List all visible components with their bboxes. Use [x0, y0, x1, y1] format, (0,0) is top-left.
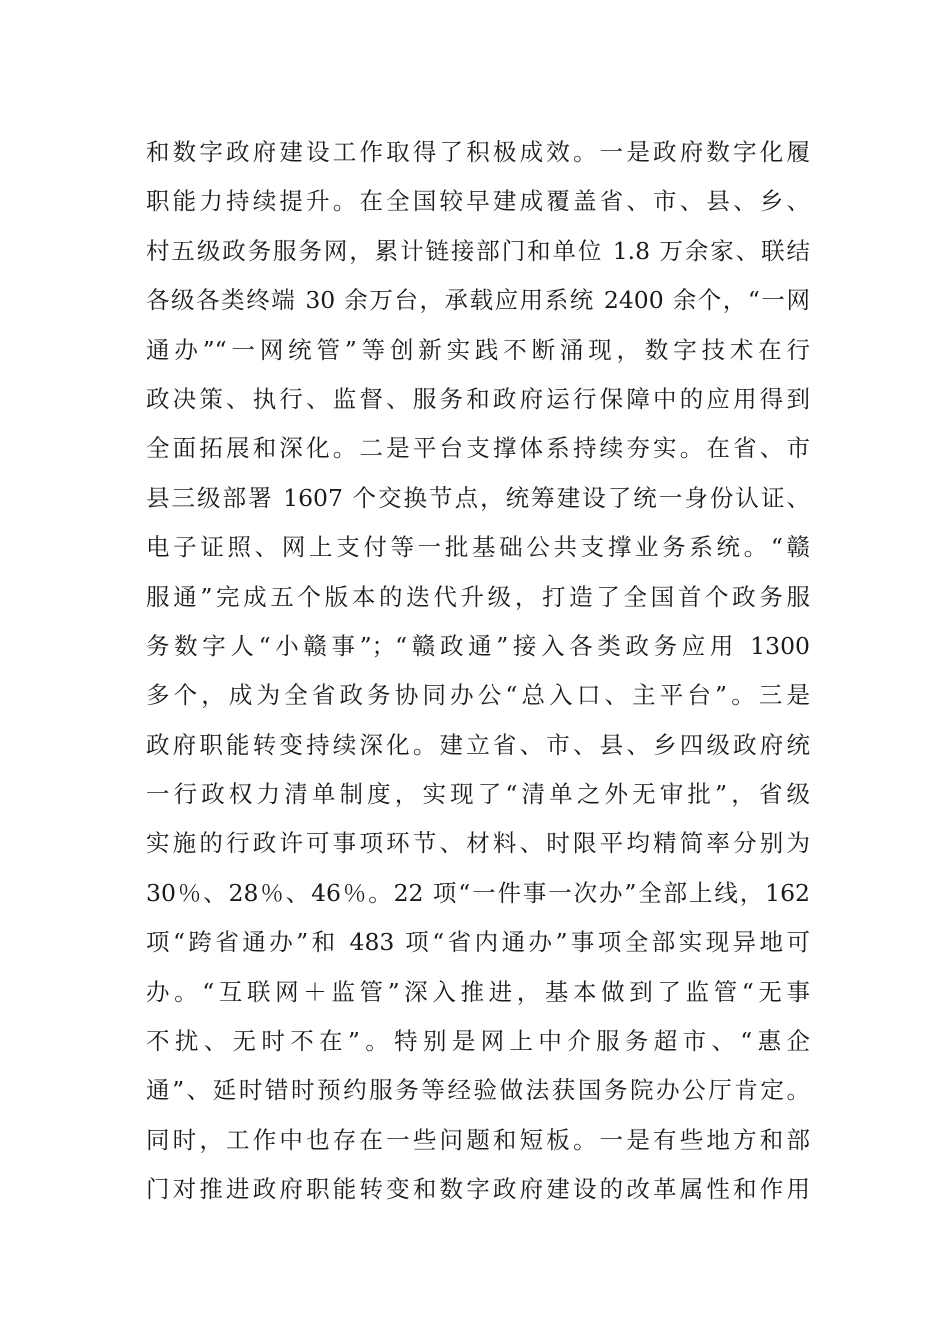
text-line: 政决策、执行、监督、服务和政府运行保障中的应用得到: [146, 384, 810, 413]
text-line: 不扰、无时不在”。特别是网上中介服务超市、“惠企: [146, 1027, 810, 1056]
text-line: 多个，成为全省政务协同办公“总入口、主平台”。三是: [146, 681, 810, 710]
text-line: 同时，工作中也存在一些问题和短板。一是有些地方和部: [146, 1125, 810, 1154]
text-line: 村五级政务服务网，累计链接部门和单位 1.8 万余家、联结: [146, 236, 810, 265]
text-line: 务数字人“小赣事”；“赣政通”接入各类政务应用 1300: [146, 631, 810, 660]
text-line: 实施的行政许可事项环节、材料、时限平均精简率分别为: [146, 829, 810, 858]
text-line: 政府职能转变持续深化。建立省、市、县、乡四级政府统: [146, 730, 810, 759]
text-line: 一行政权力清单制度，实现了“清单之外无审批”，省级: [146, 780, 810, 809]
text-line: 项“跨省通办”和 483 项“省内通办”事项全部实现异地可: [146, 928, 810, 957]
text-line: 电子证照、网上支付等一批基础公共支撑业务系统。“赣: [146, 533, 810, 562]
text-line: 各级各类终端 30 余万台，承载应用系统 2400 余个，“一网: [146, 286, 810, 315]
text-line: 门对推进政府职能转变和数字政府建设的改革属性和作用: [146, 1175, 810, 1204]
text-line: 通办”“一网统管”等创新实践不断涌现，数字技术在行: [146, 335, 810, 364]
body-text: [146, 128, 810, 1215]
text-line: 服通”完成五个版本的迭代升级，打造了全国首个政务服: [146, 582, 810, 611]
text-line: 职能力持续提升。在全国较早建成覆盖省、市、县、乡、: [146, 187, 810, 216]
text-line: 和数字政府建设工作取得了积极成效。一是政府数字化履: [146, 138, 810, 166]
text-line: 办。“互联网＋监管”深入推进，基本做到了监管“无事: [146, 977, 810, 1006]
text-line: 县三级部署 1607 个交换节点，统筹建设了统一身份认证、: [146, 483, 810, 512]
text-line: 全面拓展和深化。二是平台支撑体系持续夯实。在省、市: [146, 434, 810, 463]
text-line: 30％、28％、46％。22 项“一件事一次办”全部上线，162: [146, 878, 810, 907]
text-line: 通”、延时错时预约服务等经验做法获国务院办公厅肯定。: [146, 1076, 810, 1105]
